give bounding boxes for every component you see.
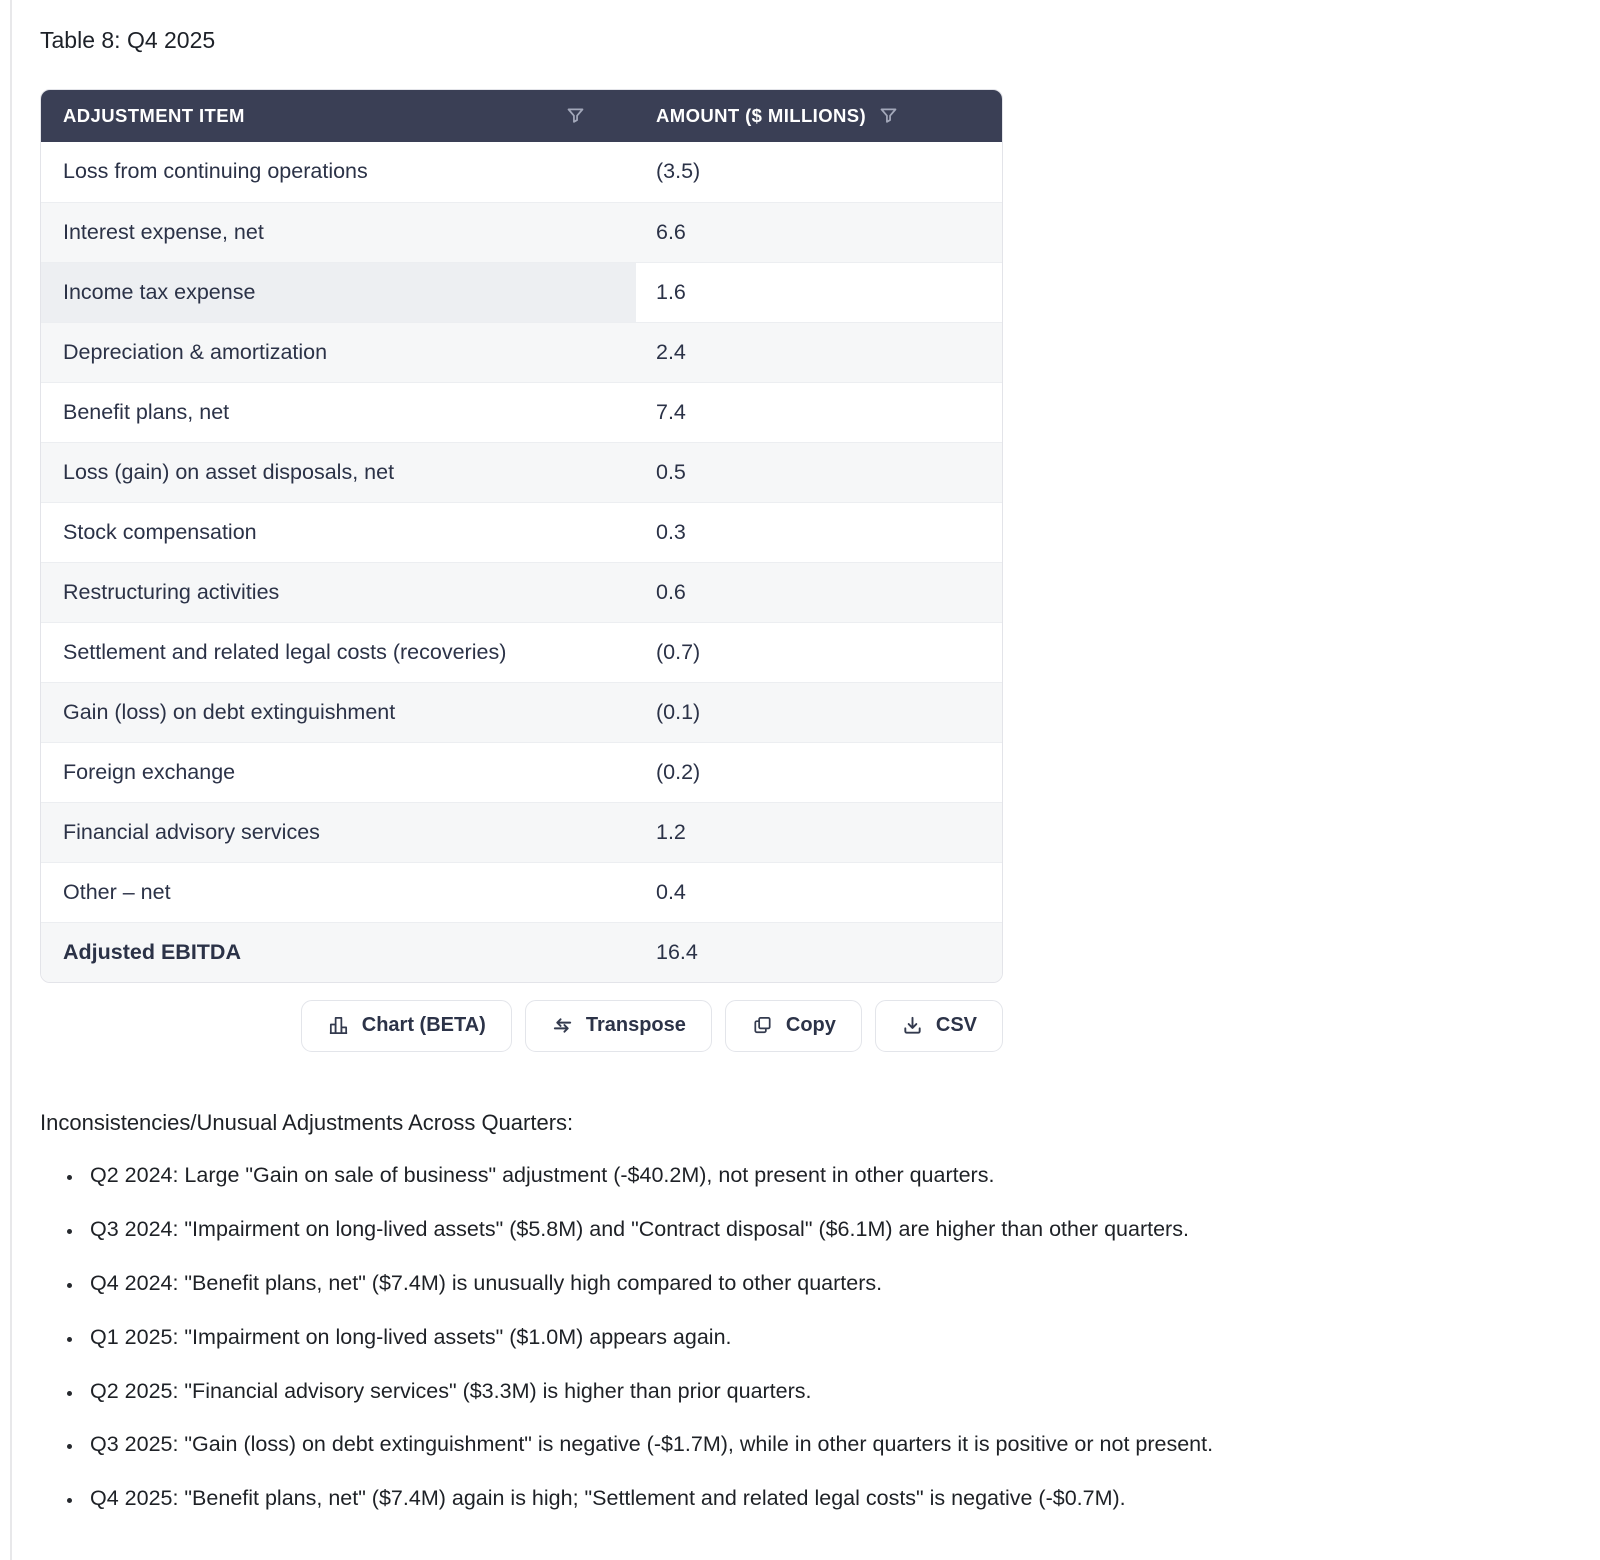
report-section [40, 26, 1560, 1539]
filter-funnel-icon[interactable] [565, 105, 586, 126]
copy-button-label: Copy [785, 1014, 836, 1037]
amount-cell[interactable]: 0.5 [656, 459, 686, 484]
table-row [41, 442, 1002, 502]
adjustments-table [40, 89, 1003, 983]
table-header-row [41, 90, 1002, 142]
table-row [41, 142, 1002, 202]
amount-cell[interactable]: 6.6 [656, 219, 686, 244]
notes-list [40, 1162, 1560, 1514]
note-item: • Q2 2024: Large "Gain on sale of business" adjustment (-$40.2M), not present in other quarters. [84, 1162, 1560, 1190]
adjustment-item-cell[interactable]: Loss from continuing operations [63, 159, 368, 184]
note-item: • Q3 2025: "Gain (loss) on debt extinguishment" is negative (-$1.7M), while in other quarters it is positive or not present. [84, 1431, 1560, 1459]
table-row [41, 802, 1002, 862]
table-row [41, 322, 1002, 382]
bar-chart-icon [327, 1014, 350, 1037]
csv-button[interactable] [875, 1000, 1003, 1052]
column-header-adjustment-item[interactable] [41, 105, 636, 127]
column-header-label: AMOUNT ($ MILLIONS) [656, 104, 867, 126]
adjustment-item-cell[interactable]: Gain (loss) on debt extinguishment [63, 699, 396, 724]
chart-button[interactable] [301, 1000, 512, 1052]
column-header-label: ADJUSTMENT ITEM [63, 104, 245, 126]
amount-cell[interactable]: 7.4 [656, 399, 686, 424]
csv-button-label: CSV [935, 1014, 977, 1037]
table-row [41, 682, 1002, 742]
adjustment-item-cell[interactable]: Income tax expense [41, 263, 636, 322]
amount-cell[interactable]: 2.4 [656, 339, 686, 364]
note-item: • Q4 2025: "Benefit plans, net" ($7.4M) again is high; "Settlement and related legal costs" is negative (-$0.7M). [84, 1485, 1560, 1513]
adjustment-item-cell[interactable]: Foreign exchange [63, 759, 236, 784]
table-row [41, 262, 1002, 322]
table-row [41, 382, 1002, 442]
amount-cell[interactable]: (0.7) [656, 639, 701, 664]
note-item: • Q2 2025: "Financial advisory services" ($3.3M) is higher than prior quarters. [84, 1378, 1560, 1406]
amount-cell[interactable]: 0.6 [656, 579, 686, 604]
amount-cell[interactable]: 1.2 [656, 819, 686, 844]
table-row [41, 562, 1002, 622]
adjustment-item-cell[interactable]: Restructuring activities [63, 579, 280, 604]
adjustment-item-cell[interactable]: Other – net [63, 879, 171, 904]
adjustment-item-cell[interactable]: Settlement and related legal costs (recoveries) [63, 639, 507, 664]
table-row [41, 742, 1002, 802]
adjustment-item-cell[interactable]: Benefit plans, net [63, 399, 230, 424]
left-divider [10, 0, 12, 1560]
notes-heading: Inconsistencies/Unusual Adjustments Across Quarters: [40, 1109, 574, 1135]
table-row [41, 502, 1002, 562]
table-row [41, 622, 1002, 682]
amount-cell[interactable]: 0.4 [656, 879, 686, 904]
amount-cell[interactable]: (3.5) [656, 159, 701, 184]
adjustment-item-cell[interactable]: Financial advisory services [63, 819, 320, 844]
amount-cell[interactable]: 1.6 [656, 279, 686, 304]
note-item: • Q4 2024: "Benefit plans, net" ($7.4M) is unusually high compared to other quarters. [84, 1270, 1560, 1298]
table-title: Table 8: Q4 2025 [40, 27, 216, 53]
copy-icon [751, 1014, 774, 1037]
table-row [41, 202, 1002, 262]
filter-funnel-icon[interactable] [878, 105, 899, 126]
download-icon [901, 1014, 924, 1037]
adjustment-item-cell[interactable]: Interest expense, net [63, 219, 264, 244]
adjustment-item-cell[interactable]: Adjusted EBITDA [63, 939, 241, 964]
amount-cell[interactable]: (0.1) [656, 699, 701, 724]
copy-button[interactable] [725, 1000, 862, 1052]
amount-cell[interactable]: (0.2) [656, 759, 701, 784]
table-row [41, 862, 1002, 922]
adjustment-item-cell[interactable]: Depreciation & amortization [63, 339, 328, 364]
note-item: • Q3 2024: "Impairment on long-lived assets" ($5.8M) and "Contract disposal" ($6.1M) are higher than other quarters. [84, 1216, 1560, 1244]
transpose-button-label: Transpose [585, 1014, 686, 1037]
transpose-button[interactable] [525, 1000, 712, 1052]
table-actions [40, 1000, 1003, 1052]
amount-cell[interactable]: 0.3 [656, 519, 686, 544]
table-body [41, 142, 1002, 982]
adjustment-item-cell[interactable]: Stock compensation [63, 519, 257, 544]
note-item: • Q1 2025: "Impairment on long-lived assets" ($1.0M) appears again. [84, 1324, 1560, 1352]
table-row [41, 922, 1002, 982]
transpose-arrows-icon [551, 1014, 574, 1037]
adjustment-item-cell[interactable]: Loss (gain) on asset disposals, net [63, 459, 395, 484]
column-header-amount[interactable] [636, 105, 1002, 127]
amount-cell[interactable]: 16.4 [656, 939, 698, 964]
chart-button-label: Chart (BETA) [361, 1014, 486, 1037]
